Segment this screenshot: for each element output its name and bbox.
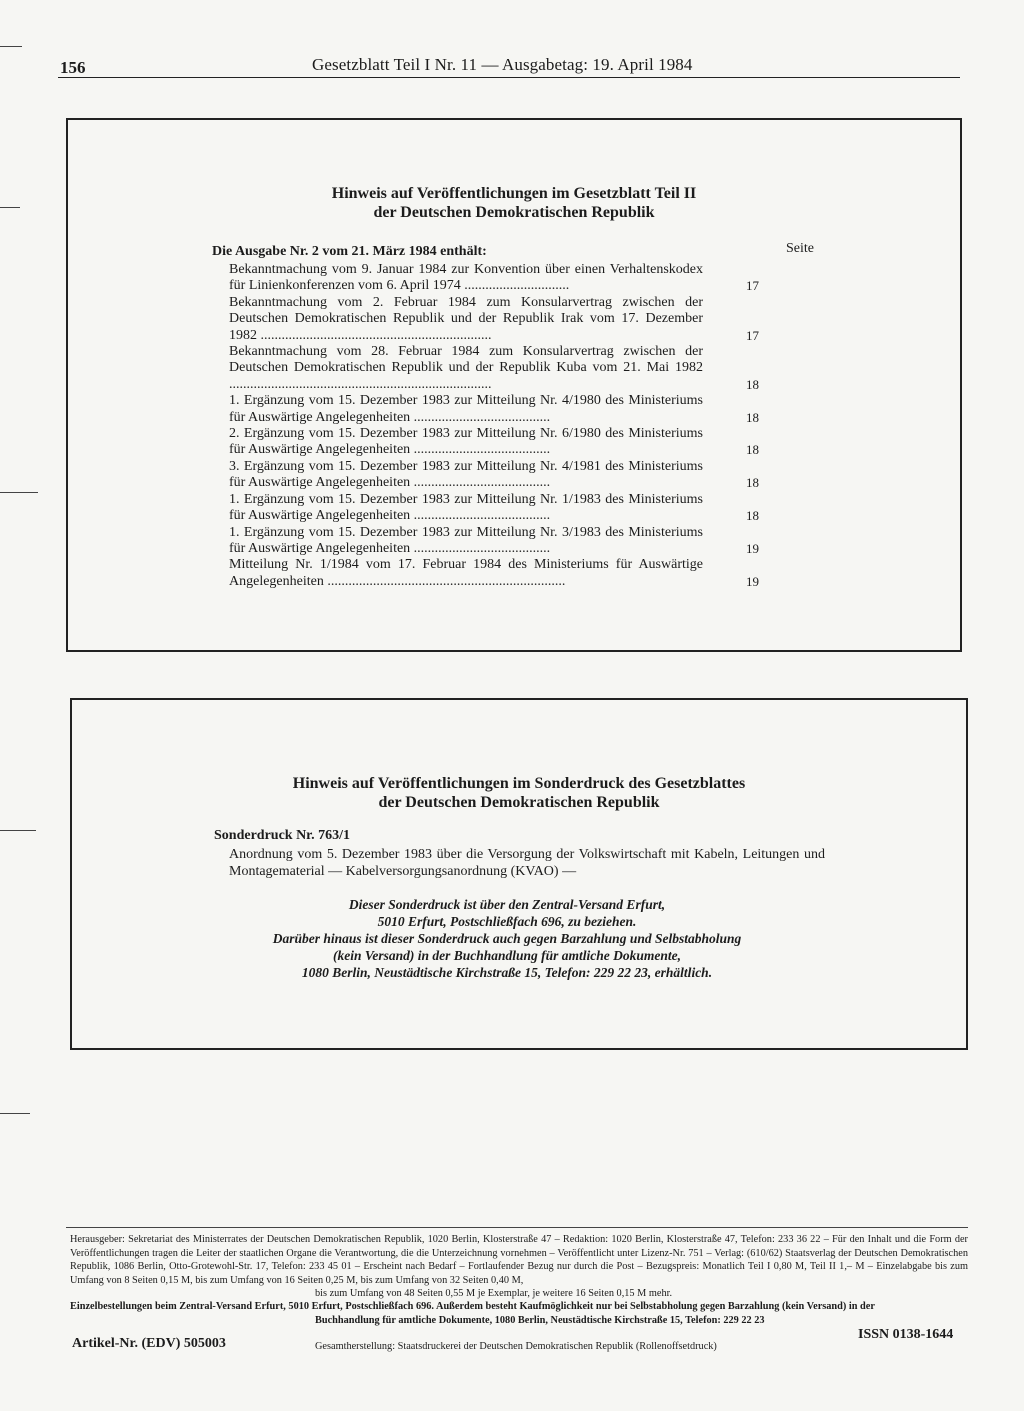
entry-title: Bekanntmachung vom 2. Februar 1984 zum Konsularvertrag zwischen der Deutschen Demokratischen Republik und der Republik Irak vom 17. Dezember 1982 .................................................................. <box>229 294 703 343</box>
contents-entry <box>229 525 759 558</box>
entry-title: Bekanntmachung vom 28. Februar 1984 zum Konsularvertrag zwischen der Deutschen Demokratischen Republik und der Republik Kuba vom 21. Mai 1982 ........................................................................... <box>229 344 703 392</box>
entry-page: 19 <box>746 540 759 556</box>
issue-heading: Die Ausgabe Nr. 2 vom 21. März 1984 enthält: <box>212 244 487 259</box>
order-note-line: Einzelbestellungen beim Zentral-Versand Erfurt, 5010 Erfurt, Postschließfach 696. Außerdem besteht Kaufmöglichkeit nur bei Selbstabholung gegen Barzahlung (kein Versand) in der <box>70 1301 875 1312</box>
ordering-note-line: Dieser Sonderdruck ist über den Zentral-Versand Erfurt, <box>348 897 666 912</box>
contents-entry <box>229 262 759 295</box>
header-rule <box>58 77 960 78</box>
running-head: Gesetzblatt Teil I Nr. 11 — Ausgabetag: 19. April 1984 <box>312 55 693 74</box>
entry-title: Mitteilung Nr. 1/1984 vom 17. Februar 1984 des Ministeriums für Auswärtige Angelegenheiten .................................................................... <box>229 557 703 589</box>
entry-title: 2. Ergänzung vom 15. Dezember 1983 zur Mitteilung Nr. 6/1980 des Ministeriums für Auswärtige Angelegenheiten ....................................... <box>229 426 703 458</box>
gesetzblatt-teil2-notice <box>66 118 962 652</box>
contents-entry <box>229 492 759 525</box>
scan-mark <box>0 46 22 47</box>
entry-title: 1. Ergänzung vom 15. Dezember 1983 zur Mitteilung Nr. 4/1980 des Ministeriums für Auswärtige Angelegenheiten ....................................... <box>229 393 703 425</box>
ordering-note-line: 1080 Berlin, Neustädtische Kirchstraße 15, Telefon: 229 22 23, erhältlich. <box>301 965 713 980</box>
imprint <box>70 1233 968 1301</box>
ordering-note-line: Darüber hinaus ist dieser Sonderdruck auch gegen Barzahlung und Selbstabholung <box>272 931 742 946</box>
contents-entry <box>229 393 759 426</box>
ordering-note-line: (kein Versand) in der Buchhandlung für amtliche Dokumente, <box>332 948 682 963</box>
entry-page: 18 <box>746 475 759 491</box>
ordering-note <box>222 896 792 981</box>
entry-title: Bekanntmachung vom 9. Januar 1984 zur Konvention über einen Verhaltenskodex für Linienkonferenzen vom 6. April 1974 .............................. <box>229 262 703 294</box>
scan-mark <box>0 207 20 208</box>
page-column-label: Seite <box>786 241 814 256</box>
entry-page: 18 <box>746 409 759 425</box>
order-note <box>70 1300 968 1327</box>
notice-title-line: Hinweis auf Veröffentlichungen im Sonderdruck des Gesetzblattes <box>292 775 746 792</box>
notice-title-line: der Deutschen Demokratischen Republik <box>373 204 655 221</box>
notice-title-line: Hinweis auf Veröffentlichungen im Gesetzblatt Teil II <box>331 185 697 202</box>
contents-entry <box>229 557 759 590</box>
entry-page: 19 <box>746 573 759 589</box>
contents-entry <box>229 344 759 393</box>
printer-credit: Gesamtherstellung: Staatsdruckerei der Deutschen Demokratischen Republik (Rollenoffsetdruck) <box>315 1341 717 1352</box>
ordering-note-line: 5010 Erfurt, Postschließfach 696, zu beziehen. <box>377 914 637 929</box>
contents-entry <box>229 459 759 492</box>
imprint-text: bis zum Umfang von 48 Seiten 0,55 M je Exemplar, je weitere 16 Seiten 0,15 M mehr. <box>315 1288 673 1300</box>
article-number: Artikel-Nr. (EDV) 505003 <box>72 1336 226 1351</box>
notice-title-line: der Deutschen Demokratischen Republik <box>378 794 660 811</box>
entry-title: 3. Ergänzung vom 15. Dezember 1983 zur Mitteilung Nr. 4/1981 des Ministeriums für Auswärtige Angelegenheiten ....................................... <box>229 458 703 491</box>
issn: ISSN 0138-1644 <box>858 1327 954 1342</box>
notice-title <box>72 774 966 812</box>
scan-mark <box>0 1113 30 1114</box>
scan-mark <box>0 830 36 831</box>
entry-page: 18 <box>746 376 759 392</box>
sonderdruck-notice <box>70 698 968 1050</box>
sonderdruck-heading: Sonderdruck Nr. 763/1 <box>214 828 351 843</box>
notice-title <box>68 184 960 222</box>
entry-page: 17 <box>746 278 759 294</box>
imprint-text: Herausgeber: Sekretariat des Ministerrates der Deutschen Demokratischen Republik, 1020 Berlin, Klosterstraße 47 – Redaktion: 1020 Berlin, Klosterstraße 47, Telefon: 233 36 22 – Für den Inhalt und die Form der Veröffentlichungen tragen die Leiter der staatlichen Organe die Verantwortung, die die Unterzeichnung vornehmen – Veröffentlicht unter Lizenz-Nr. 751 – Verlag: (610/62) Staatsverlag der Deutschen Demokratischen Republik, 1086 Berlin, Otto-Grotewohl-Str. 17, Telefon: 233 45 01 – Erscheint nach Bedarf – Fortlaufender Bezug nur durch die Post – Bezugspreis: Monatlich Teil I 0,80 M, Teil II 1,– M – Einzelabgabe bis zum Umfang von 8 Seiten 0,15 M, bis zum Umfang von 16 Seiten 0,25 M, bis zum Umfang von 32 Seiten 0,40 M, <box>70 1234 968 1286</box>
entry-page: 18 <box>746 442 759 458</box>
footer-rule <box>66 1227 968 1228</box>
entry-page: 18 <box>746 508 759 524</box>
entry-title: 1. Ergänzung vom 15. Dezember 1983 zur Mitteilung Nr. 1/1983 des Ministeriums für Auswärtige Angelegenheiten ....................................... <box>229 491 703 524</box>
sonderdruck-description: Anordnung vom 5. Dezember 1983 über die Versorgung der Volkswirtschaft mit Kabeln, Leitungen und Montagematerial — Kabelversorgungsanordnung (KVAO) — <box>229 847 825 879</box>
contents-list <box>229 262 759 590</box>
entry-page: 17 <box>746 327 759 343</box>
page-number: 156 <box>60 58 86 77</box>
contents-entry <box>229 295 759 344</box>
order-note-line: Buchhandlung für amtliche Dokumente, 1080 Berlin, Neustädtische Kirchstraße 15, Telefon: 229 22 23 <box>315 1314 765 1326</box>
entry-title: 1. Ergänzung vom 15. Dezember 1983 zur Mitteilung Nr. 3/1983 des Ministeriums für Auswärtige Angelegenheiten ....................................... <box>229 524 703 556</box>
scan-mark <box>0 492 38 493</box>
contents-entry <box>229 426 759 459</box>
